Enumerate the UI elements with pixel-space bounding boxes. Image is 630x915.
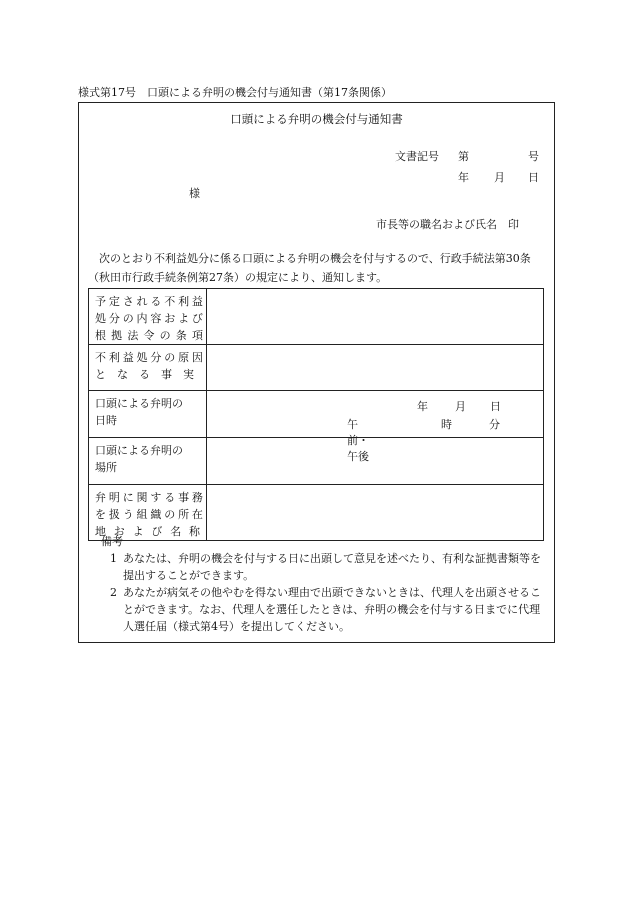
hearing-year: 年 [417, 400, 428, 413]
label-hearing-datetime [89, 391, 207, 438]
label-hearing-place [89, 438, 207, 485]
label-planned-disposition [89, 289, 207, 345]
hearing-minute: 分 [489, 418, 500, 431]
label-line: を 扱 う 組 織 の 所 在 [95, 508, 203, 521]
label-line: 場所 [95, 461, 117, 474]
table-row [89, 345, 544, 391]
notice-title: 口頭による弁明の機会付与通知書 [230, 112, 403, 126]
remarks [88, 533, 548, 635]
label-line: 弁 明 に 関 す る 事 務 [95, 491, 203, 504]
remarks-item-text: あなたが病気その他やむを得ない理由で出頭できないときは、代理人を出頭させることができます。なお、代理人を選任したときは、弁明の機会を付与する日までに代理人選任届（様式第4号）を提出してください。 [123, 586, 541, 633]
label-line: と な る 事 実 [95, 368, 203, 381]
label-line: 口頭による弁明の [95, 444, 183, 457]
value-planned-disposition [207, 289, 544, 345]
document-number-dai: 第 [458, 150, 469, 163]
table-row [89, 289, 544, 345]
remarks-item-number: 1 [110, 552, 117, 565]
remarks-item [88, 584, 548, 635]
label-line: 不 利 益 処 分 の 原 因 [95, 351, 203, 364]
hearing-hour: 時 [441, 418, 452, 431]
document-number-go: 号 [528, 150, 539, 163]
value-cause-facts [207, 345, 544, 391]
issuer-line: 市長等の職名および氏名 印 [376, 218, 519, 231]
value-hearing-datetime [207, 391, 544, 463]
notice-frame [78, 102, 555, 643]
label-line: 根 拠 法 令 の 条 項 [95, 329, 203, 342]
document-number-label: 文書記号 [395, 150, 439, 163]
table-row [89, 438, 544, 485]
remarks-item-text: あなたは、弁明の機会を付与する日に出頭して意見を述べたり、有利な証拠書類等を提出することができます。 [123, 552, 541, 582]
addressee-suffix: 様 [189, 187, 200, 200]
hearing-ampm: 午前・午後 [347, 418, 369, 463]
issue-date-month: 月 [494, 171, 505, 184]
label-line: 処 分 の 内 容 お よ び [95, 312, 203, 325]
remarks-item [88, 550, 548, 584]
notice-body: 次のとおり不利益処分に係る口頭による弁明の機会を付与するので、行政手続法第30条（秋田市行政手続条例第27条）の規定により、通知します。 [88, 252, 531, 284]
label-line: 日時 [95, 414, 117, 427]
remarks-item-number: 2 [110, 586, 117, 599]
label-line: 地 お よ び 名 称 [95, 525, 203, 538]
form-caption: 様式第17号 口頭による弁明の機会付与通知書（第17条関係） [78, 86, 392, 99]
label-cause-facts [89, 345, 207, 391]
table-row [89, 391, 544, 438]
label-line: 予 定 さ れ る 不 利 益 [95, 295, 203, 308]
hearing-day: 日 [490, 400, 501, 413]
remarks-heading: 備考 [101, 535, 123, 548]
value-hearing-place [207, 438, 544, 485]
issue-date-year: 年 [458, 171, 469, 184]
issue-date-day: 日 [528, 171, 539, 184]
hearing-month: 月 [455, 400, 466, 413]
details-table [88, 288, 544, 541]
label-line: 口頭による弁明の [95, 397, 183, 410]
